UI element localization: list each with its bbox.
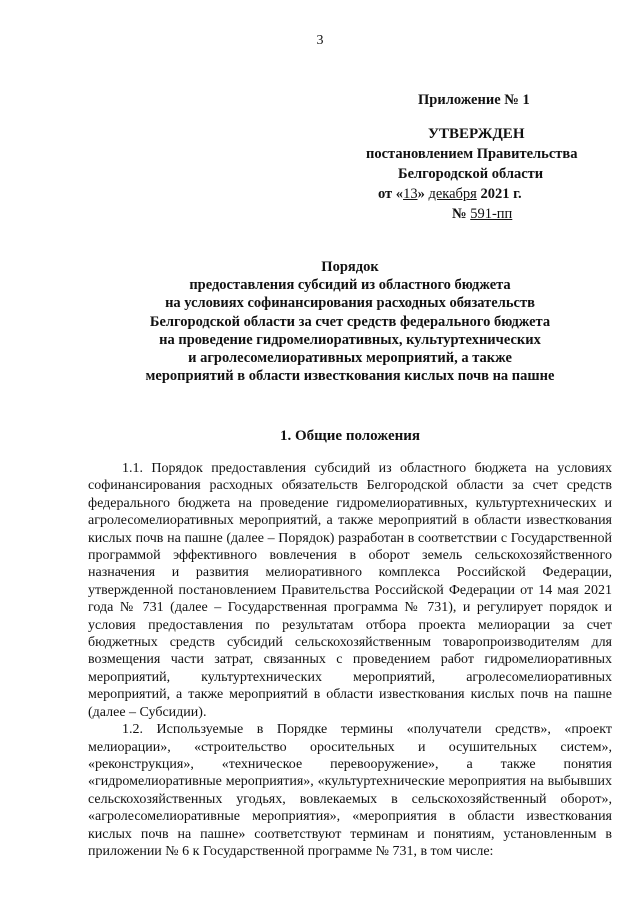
approval-block [360, 90, 620, 224]
document-title [70, 258, 630, 385]
approved-label: УТВЕРЖДЕН [428, 126, 525, 142]
title-line: Белгородской области за счет средств федерального бюджета [149, 313, 551, 330]
date-line [378, 184, 620, 204]
title-line: и агролесомелиоративных мероприятий, а также [188, 350, 512, 367]
title-line: предоставления субсидий из областного бюджета [189, 277, 511, 294]
date-prefix: от « [378, 186, 404, 202]
decree-number: 591-пп [470, 206, 513, 222]
body-text [88, 460, 612, 860]
section-heading: 1. Общие положения [279, 428, 421, 444]
paragraph: 1.2. Используемые в Порядке термины «получатели средств», «проект мелиорации», «строительство оросительных и осушительных систем», «реконструкция», «техническое перевооружение», а также понятия «гидромелиоративные мероприятия», «культуртехнические мероприятия на выбывших сельскохозяйственных угодьях, вовлекаемых в сельскохозяйственный оборот», «агролесомелиоративные мероприятия», «мероприятия в области известкования кислых почв на пашне» соответствуют терминам и понятиям, установленным в приложении № 6 к Государственной программе № 731, в том числе: [88, 722, 612, 859]
number-prefix: № [452, 206, 467, 222]
title-line: Порядок [321, 259, 379, 275]
page-number: 3 [316, 33, 324, 48]
date-year: 2021 г. [480, 186, 522, 202]
date-month: декабря [428, 186, 477, 202]
appendix-label: Приложение № 1 [418, 92, 530, 108]
title-line: на проведение гидромелиоративных, культуртехнических [159, 331, 541, 348]
region-line: Белгородской области [398, 166, 544, 182]
decree-number-line [452, 204, 620, 224]
paragraph: 1.1. Порядок предоставления субсидий из областного бюджета на условиях софинансирования расходных обязательств Белгородской области за счет средств федерального бюджета на проведение гидромелиоративных, культуртехнических и агролесомелиоративных мероприятий, а также мероприятий в области известкования кислых почв на пашне (далее – Порядок) разработан в соответствии с Государственной программой эффективного вовлечения в оборот земель сельскохозяйственного назначения и развития мелиоративного комплекса Российской Федерации, утвержденной постановлением Правительства Российской Федерации от 14 мая 2021 года № 731 (далее – Государственная программа № 731), и регулирует порядок и условия предоставления по результатам отбора проекта мелиорации за счет бюджетных средств субсидий сельскохозяйственным товаропроизводителям для возмещения части затрат, связанных с проведением работ гидромелиоративных мероприятий, культуртехнических мероприятий, агролесомелиоративных мероприятий, а также мероприятий в области известкования кислых почв на пашне (далее – Субсидии). [88, 461, 612, 720]
title-line: мероприятий в области известкования кислых почв на пашне [145, 368, 555, 385]
date-mid: » [417, 186, 425, 202]
title-line: на условиях софинансирования расходных обязательств [165, 295, 535, 312]
date-day: 13 [403, 186, 418, 202]
decree-line: постановлением Правительства [366, 146, 578, 162]
